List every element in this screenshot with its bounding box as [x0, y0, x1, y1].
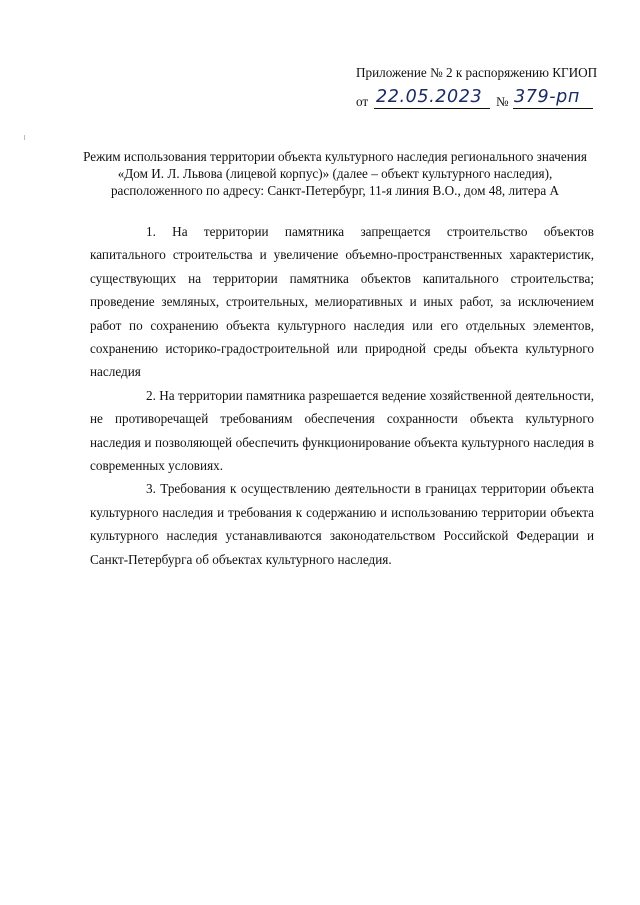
appendix-header: Приложение № 2 к распоряжению КГИОП	[356, 65, 598, 80]
paragraph-2: 2. На территории памятника разрешается ведение хозяйственной деятельности, не противоречащей требованиям обеспечения сохранности объекта культурного наследия и позволяющей обеспечить функционирование объекта культурного наследия в современных условиях.	[90, 387, 594, 474]
paragraph-1: 1. На территории памятника запрещается строительство объектов капитального строительства и увеличение объемно-пространственных характеристик, существующих на территории памятника объектов капитального строительства; проведение земляных, строительных, мелиоративных и иных работ, за исключением работ по сохранению объекта культурного наследия или его отдельных элементов, сохранению историко-градостроительной или природной среды объекта культурного наследия	[90, 224, 594, 380]
number-prefix: №	[496, 94, 509, 109]
document-title	[80, 148, 590, 199]
title-line: Режим использования территории объекта культурного наследия регионального значения	[83, 149, 587, 164]
handwritten-number: 379-рп	[514, 87, 580, 107]
document-body	[90, 220, 594, 571]
title-line: «Дом И. Л. Львова (лицевой корпус)» (далее – объект культурного наследия),	[117, 166, 553, 181]
scan-mark	[24, 135, 25, 140]
date-underline	[374, 108, 490, 109]
paragraph-3: 3. Требования к осуществлению деятельности в границах территории объекта культурного наследия и требования к содержанию и использованию территории объекта культурного наследия устанавливаются законодательством Российской Федерации и Санкт-Петербурга об объектах культурного наследия.	[90, 481, 594, 567]
number-underline	[513, 108, 593, 109]
title-line: расположенного по адресу: Санкт-Петербург, 11-я линия В.О., дом 48, литера А	[110, 183, 560, 198]
handwritten-date: 22.05.2023	[376, 87, 483, 107]
date-prefix: от	[356, 94, 369, 109]
